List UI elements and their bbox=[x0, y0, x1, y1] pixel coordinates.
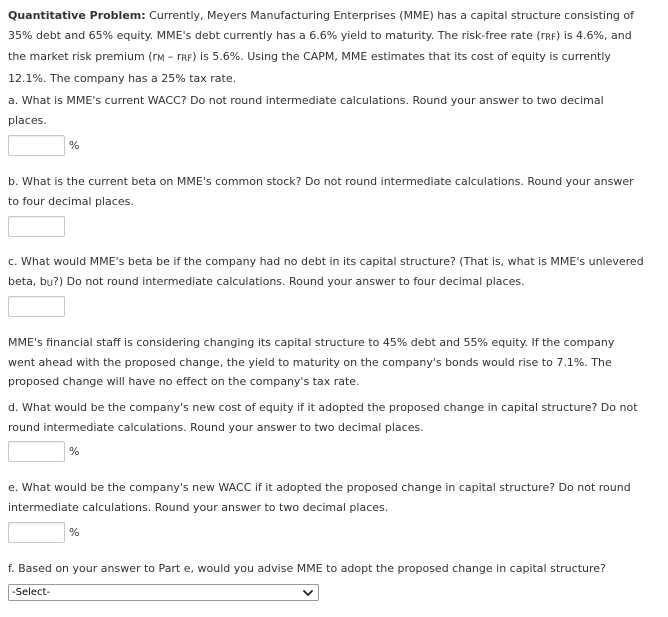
scenario-line1: MME's financial staff is considering changing its capital structure to 45% debt and 55% equity. If the company bbox=[8, 336, 615, 349]
answer-a-input[interactable] bbox=[8, 135, 65, 156]
chevron-down-icon bbox=[302, 588, 314, 598]
answer-a-row bbox=[8, 135, 79, 156]
intro-line2-sub: RF bbox=[545, 32, 556, 43]
intro-line1: Currently, Meyers Manufacturing Enterprises (MME) has a capital structure consisting of bbox=[145, 9, 635, 22]
answer-e-row bbox=[8, 522, 79, 543]
answer-a-unit: % bbox=[69, 139, 80, 152]
question-e-line1: e. What would be the company's new WACC if it adopted the proposed change in capital structure? Do not round bbox=[8, 481, 631, 494]
question-e-line2: intermediate calculations. Round your answer to two decimal places. bbox=[8, 500, 389, 514]
scenario-line2: went ahead with the proposed change, the yield to maturity on the company's bonds would rise to 7.1%. The bbox=[8, 355, 612, 369]
question-a bbox=[8, 91, 604, 130]
answer-d-unit: % bbox=[69, 445, 80, 458]
question-a-line2: places. bbox=[8, 113, 47, 127]
question-b bbox=[8, 172, 634, 211]
question-c-line1: c. What would MME's beta be if the company had no debt in its capital structure? (That is, what is MME's unlevered bbox=[8, 255, 644, 268]
question-b-line1: b. What is the current beta on MME's common stock? Do not round intermediate calculations. Round your answer bbox=[8, 175, 634, 188]
intro-lead: Quantitative Problem: bbox=[8, 9, 146, 22]
intro-line2-end: ) is 4.6%, and bbox=[555, 28, 632, 42]
scenario-paragraph bbox=[8, 333, 614, 392]
answer-e-input[interactable] bbox=[8, 522, 65, 543]
intro-line3-b: – r bbox=[164, 50, 182, 64]
advice-select[interactable] bbox=[8, 584, 319, 601]
intro-line3-sub1: M bbox=[157, 54, 165, 65]
question-b-line2: to four decimal places. bbox=[8, 194, 134, 208]
intro-line4: 12.1%. The company has a 25% tax rate. bbox=[8, 71, 237, 85]
scenario-line3: proposed change will have no effect on the company's tax rate. bbox=[8, 375, 360, 389]
question-c-line2-b: ?) Do not round intermediate calculations. Round your answer to four decimal places. bbox=[53, 274, 525, 288]
question-f-line1: f. Based on your answer to Part e, would you advise MME to adopt the proposed change in capital structure? bbox=[8, 562, 606, 575]
question-d bbox=[8, 398, 638, 437]
answer-e-unit: % bbox=[69, 526, 80, 539]
intro-line2: 35% debt and 65% equity. MME's debt currently has a 6.6% yield to maturity. The risk-free rate (r bbox=[8, 28, 546, 42]
question-a-line1: a. What is MME's current WACC? Do not round intermediate calculations. Round your answer to two decimal bbox=[8, 94, 604, 107]
answer-d-row bbox=[8, 441, 79, 462]
intro-line3-a: the market risk premium (r bbox=[8, 50, 158, 64]
question-d-line2: round intermediate calculations. Round your answer to two decimal places. bbox=[8, 420, 424, 434]
question-c-line2-sub: U bbox=[46, 278, 54, 289]
answer-c-input[interactable] bbox=[8, 296, 65, 317]
question-f bbox=[8, 559, 606, 579]
answer-b-row bbox=[8, 216, 65, 237]
question-c-line2-a: beta, b bbox=[8, 274, 47, 288]
intro-line3-sub2: RF bbox=[181, 54, 193, 65]
intro-line3-c: ) is 5.6%. Using the CAPM, MME estimates that its cost of equity is currently bbox=[192, 50, 611, 64]
question-c bbox=[8, 252, 644, 293]
answer-b-input[interactable] bbox=[8, 216, 65, 237]
advice-select-value: -Select- bbox=[12, 587, 51, 598]
question-e bbox=[8, 478, 631, 517]
intro-paragraph bbox=[8, 6, 634, 88]
answer-c-row bbox=[8, 296, 65, 317]
question-d-line1: d. What would be the company's new cost of equity if it adopted the proposed change in capital structure? Do not bbox=[8, 401, 638, 414]
answer-d-input[interactable] bbox=[8, 441, 65, 462]
